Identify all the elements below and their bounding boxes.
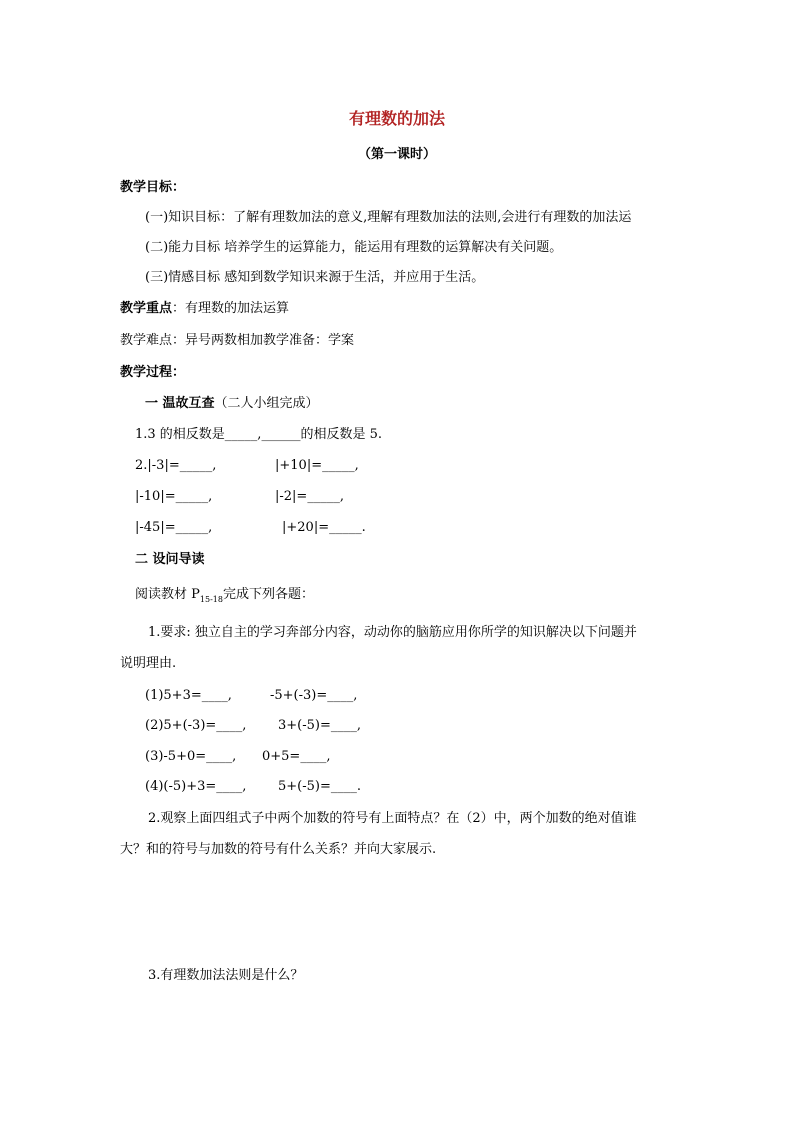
exercise-2a: (2)5+(-3)=____, [145,718,247,733]
reading-suffix: 完成下列各题： [222,587,314,602]
exercise-1b: -5+(-3)=____, [270,688,358,703]
goal-ability: (二)能力目标 培养学生的运算能力，能运用有理数的运算解决有关问题。 [145,240,563,255]
lesson-subtitle: （第一课时） [357,147,436,162]
question-2a: 2.|-3|=_____, [135,458,217,473]
reading-instruction [135,587,314,608]
question-2b: |+10|=_____, [275,458,359,473]
question-3a: |-10|=_____, [135,489,213,504]
item1-line1: 1.要求: 独立自主的学习奔部分内容，动动你的脑筋应用你所学的知识解决以下问题并 [148,625,637,640]
reading-prefix: 阅读教材 P [135,587,200,602]
exercise-4b: 5+(-5)=____. [278,779,361,794]
exercise-4a: (4)(-5)+3=____, [145,779,247,794]
item1-line2: 说明理由. [120,656,177,671]
goal-emotion: (三)情感目标 感知到数学知识来源于生活，并应用于生活。 [145,270,485,285]
goals-heading: 教学目标： [120,180,186,195]
reading-pages: 15-18 [199,595,223,604]
goal-knowledge: (一)知识目标：了解有理数加法的意义,理解有理数加法的法则,会进行有理数的加法运 [145,210,632,225]
key-point [120,301,289,317]
item3: 3.有理数加法法则是什么？ [148,968,304,983]
question-4a: |-45|=_____, [135,520,213,535]
item2-line1: 2.观察上面四组式子中两个加数的符号有上面特点？在（2）中，两个加数的绝对值谁 [148,811,637,826]
key-point-text: ：有理数的加法运算 [172,301,290,316]
exercise-3b: 0+5=____, [262,749,331,764]
exercise-3a: (3)-5+0=____, [145,749,237,764]
section1-heading [145,396,319,412]
question-4b: |+20|=_____. [282,520,366,535]
section1-title: 一 温故互查 [145,396,215,411]
item2-line2: 大？和的符号与加数的符号有什么关系？并向大家展示. [120,842,437,857]
question-3b: |-2|=_____, [275,489,344,504]
process-heading: 教学过程： [120,365,186,380]
question-1: 1.3 的相反数是_____,______的相反数是 5. [135,427,382,442]
exercise-2b: 3+(-5)=____, [278,718,361,733]
document-title: 有理数的加法 [348,109,445,128]
exercise-1a: (1)5+3=____, [145,688,232,703]
section2-title: 二 设问导读 [135,552,205,567]
key-point-label: 教学重点 [120,301,173,316]
difficulty-line: 教学难点：异号两数相加教学准备：学案 [120,333,355,348]
section1-note: （二人小组完成） [214,396,319,411]
